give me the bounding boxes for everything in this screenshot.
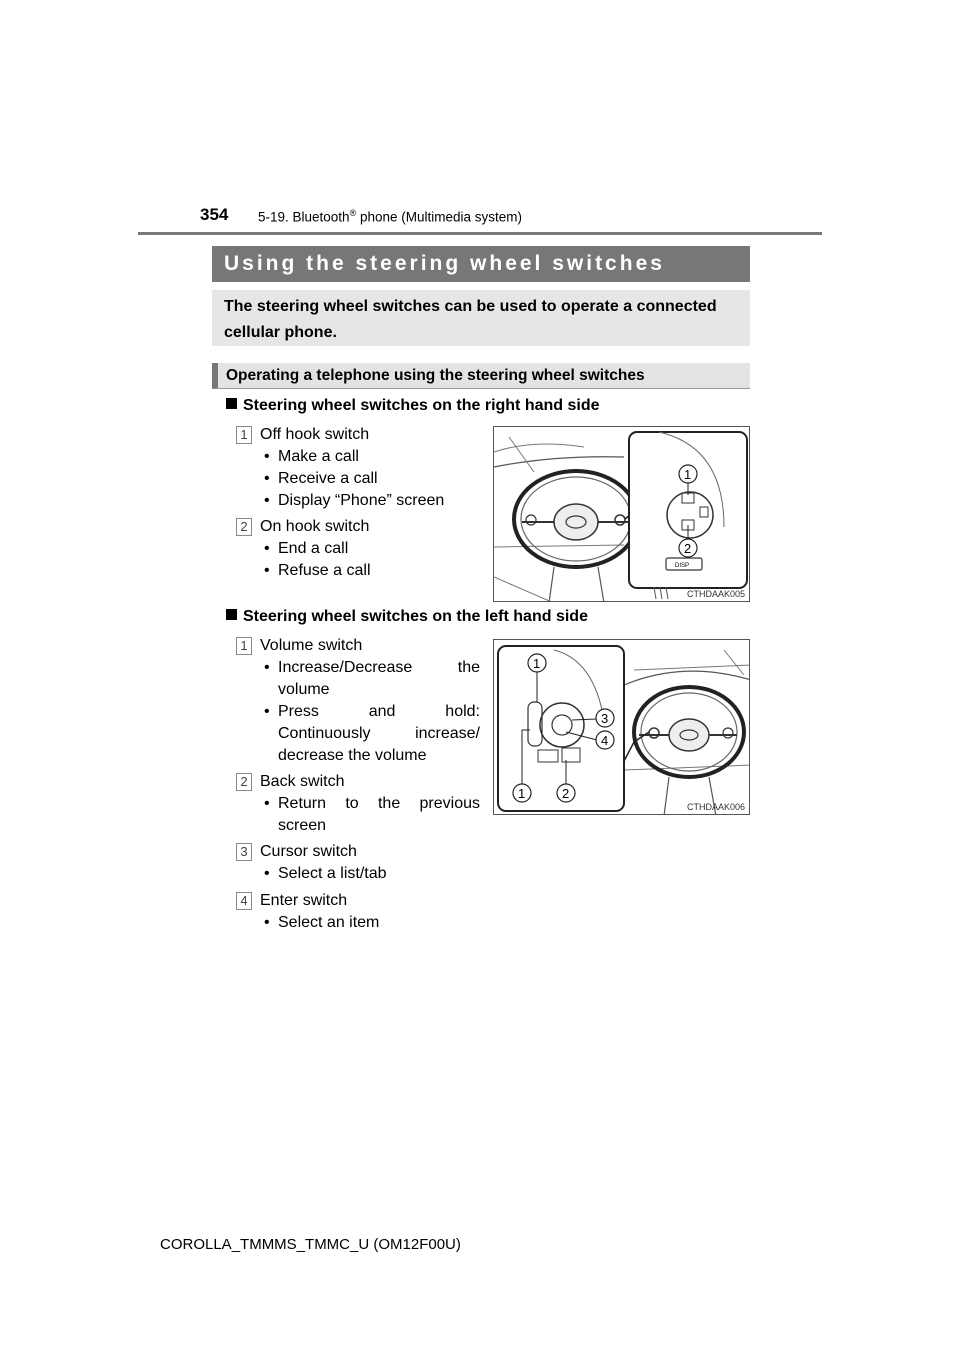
left-item-4 [236,890,480,934]
square-bullet-icon [226,398,237,409]
header-rule [138,232,822,235]
callout-3: 3 [601,711,609,726]
item-number: 1 [236,637,252,655]
item-title: Enter switch [260,892,348,909]
callout-1-bottom: 1 [518,786,526,801]
right-side-heading [226,397,600,415]
bullet: • End a call [260,538,486,560]
item-title: Cursor switch [260,843,357,860]
callout-2: 2 [684,541,692,556]
intro-line-1: The steering wheel switches can be used to operate a connected [224,298,717,315]
square-bullet-icon [226,609,237,620]
bullet: • Select a list/tab [260,863,480,885]
bullet: • Refuse a call [260,560,486,582]
intro-box [212,290,750,346]
left-item-2 [236,771,480,837]
steering-wheel-left-illustration [494,640,750,815]
bullet: • Select an item [260,912,480,934]
right-switches-figure [493,426,750,602]
item-title: On hook switch [260,518,370,535]
left-switches-figure [493,639,750,815]
figure-code: CTHDAAK005 [686,589,745,599]
bullet: • Receive a call [260,468,486,490]
item-number: 3 [236,843,252,861]
callout-1: 1 [684,467,692,482]
bullet: • Make a call [260,446,486,468]
subsection-title: Operating a telephone using the steering wheel switches [212,363,750,389]
item-number: 2 [236,773,252,791]
bullet: • Display “Phone” screen [260,490,486,512]
disp-label: DISP [675,563,690,569]
item-bullets [260,538,486,582]
item-number: 4 [236,892,252,910]
bullet: • Increase/Decrease the volume [260,657,480,701]
callout-4: 4 [601,733,609,748]
left-side-heading [226,608,588,626]
right-item-2 [236,516,486,582]
item-bullets [260,863,480,885]
item-number: 1 [236,426,252,444]
footer-model-code: COROLLA_TMMMS_TMMC_U (OM12F00U) [160,1236,461,1253]
item-bullets [260,446,486,512]
item-bullets [260,793,480,837]
item-title: Off hook switch [260,426,370,443]
left-side-heading-text: Steering wheel switches on the left hand side [243,608,588,625]
bullet: • Return to the previous screen [260,793,480,837]
left-item-1 [236,635,480,767]
chapter-title [258,208,522,225]
item-bullets [260,912,480,934]
callout-2: 2 [562,786,570,801]
left-item-3 [236,841,480,885]
chapter-title-rest: phone (Multimedia system) [356,209,523,225]
right-item-1 [236,424,486,512]
chapter-title-main: 5-19. Bluetooth [258,209,350,225]
callout-1: 1 [533,656,541,671]
bullet: • Press and hold: Continuously increase/ decrease the volume [260,701,480,767]
section-title: Using the steering wheel switches [212,246,750,282]
right-side-heading-text: Steering wheel switches on the right hand side [243,397,600,414]
steering-wheel-right-illustration [494,427,750,602]
figure-code: CTHDAAK006 [686,802,745,812]
item-title: Volume switch [260,637,363,654]
intro-line-2: cellular phone. [224,324,337,341]
item-number: 2 [236,518,252,536]
registered-mark: ® [349,208,357,218]
page-number: 354 [200,205,229,224]
item-title: Back switch [260,773,345,790]
item-bullets [260,657,480,767]
